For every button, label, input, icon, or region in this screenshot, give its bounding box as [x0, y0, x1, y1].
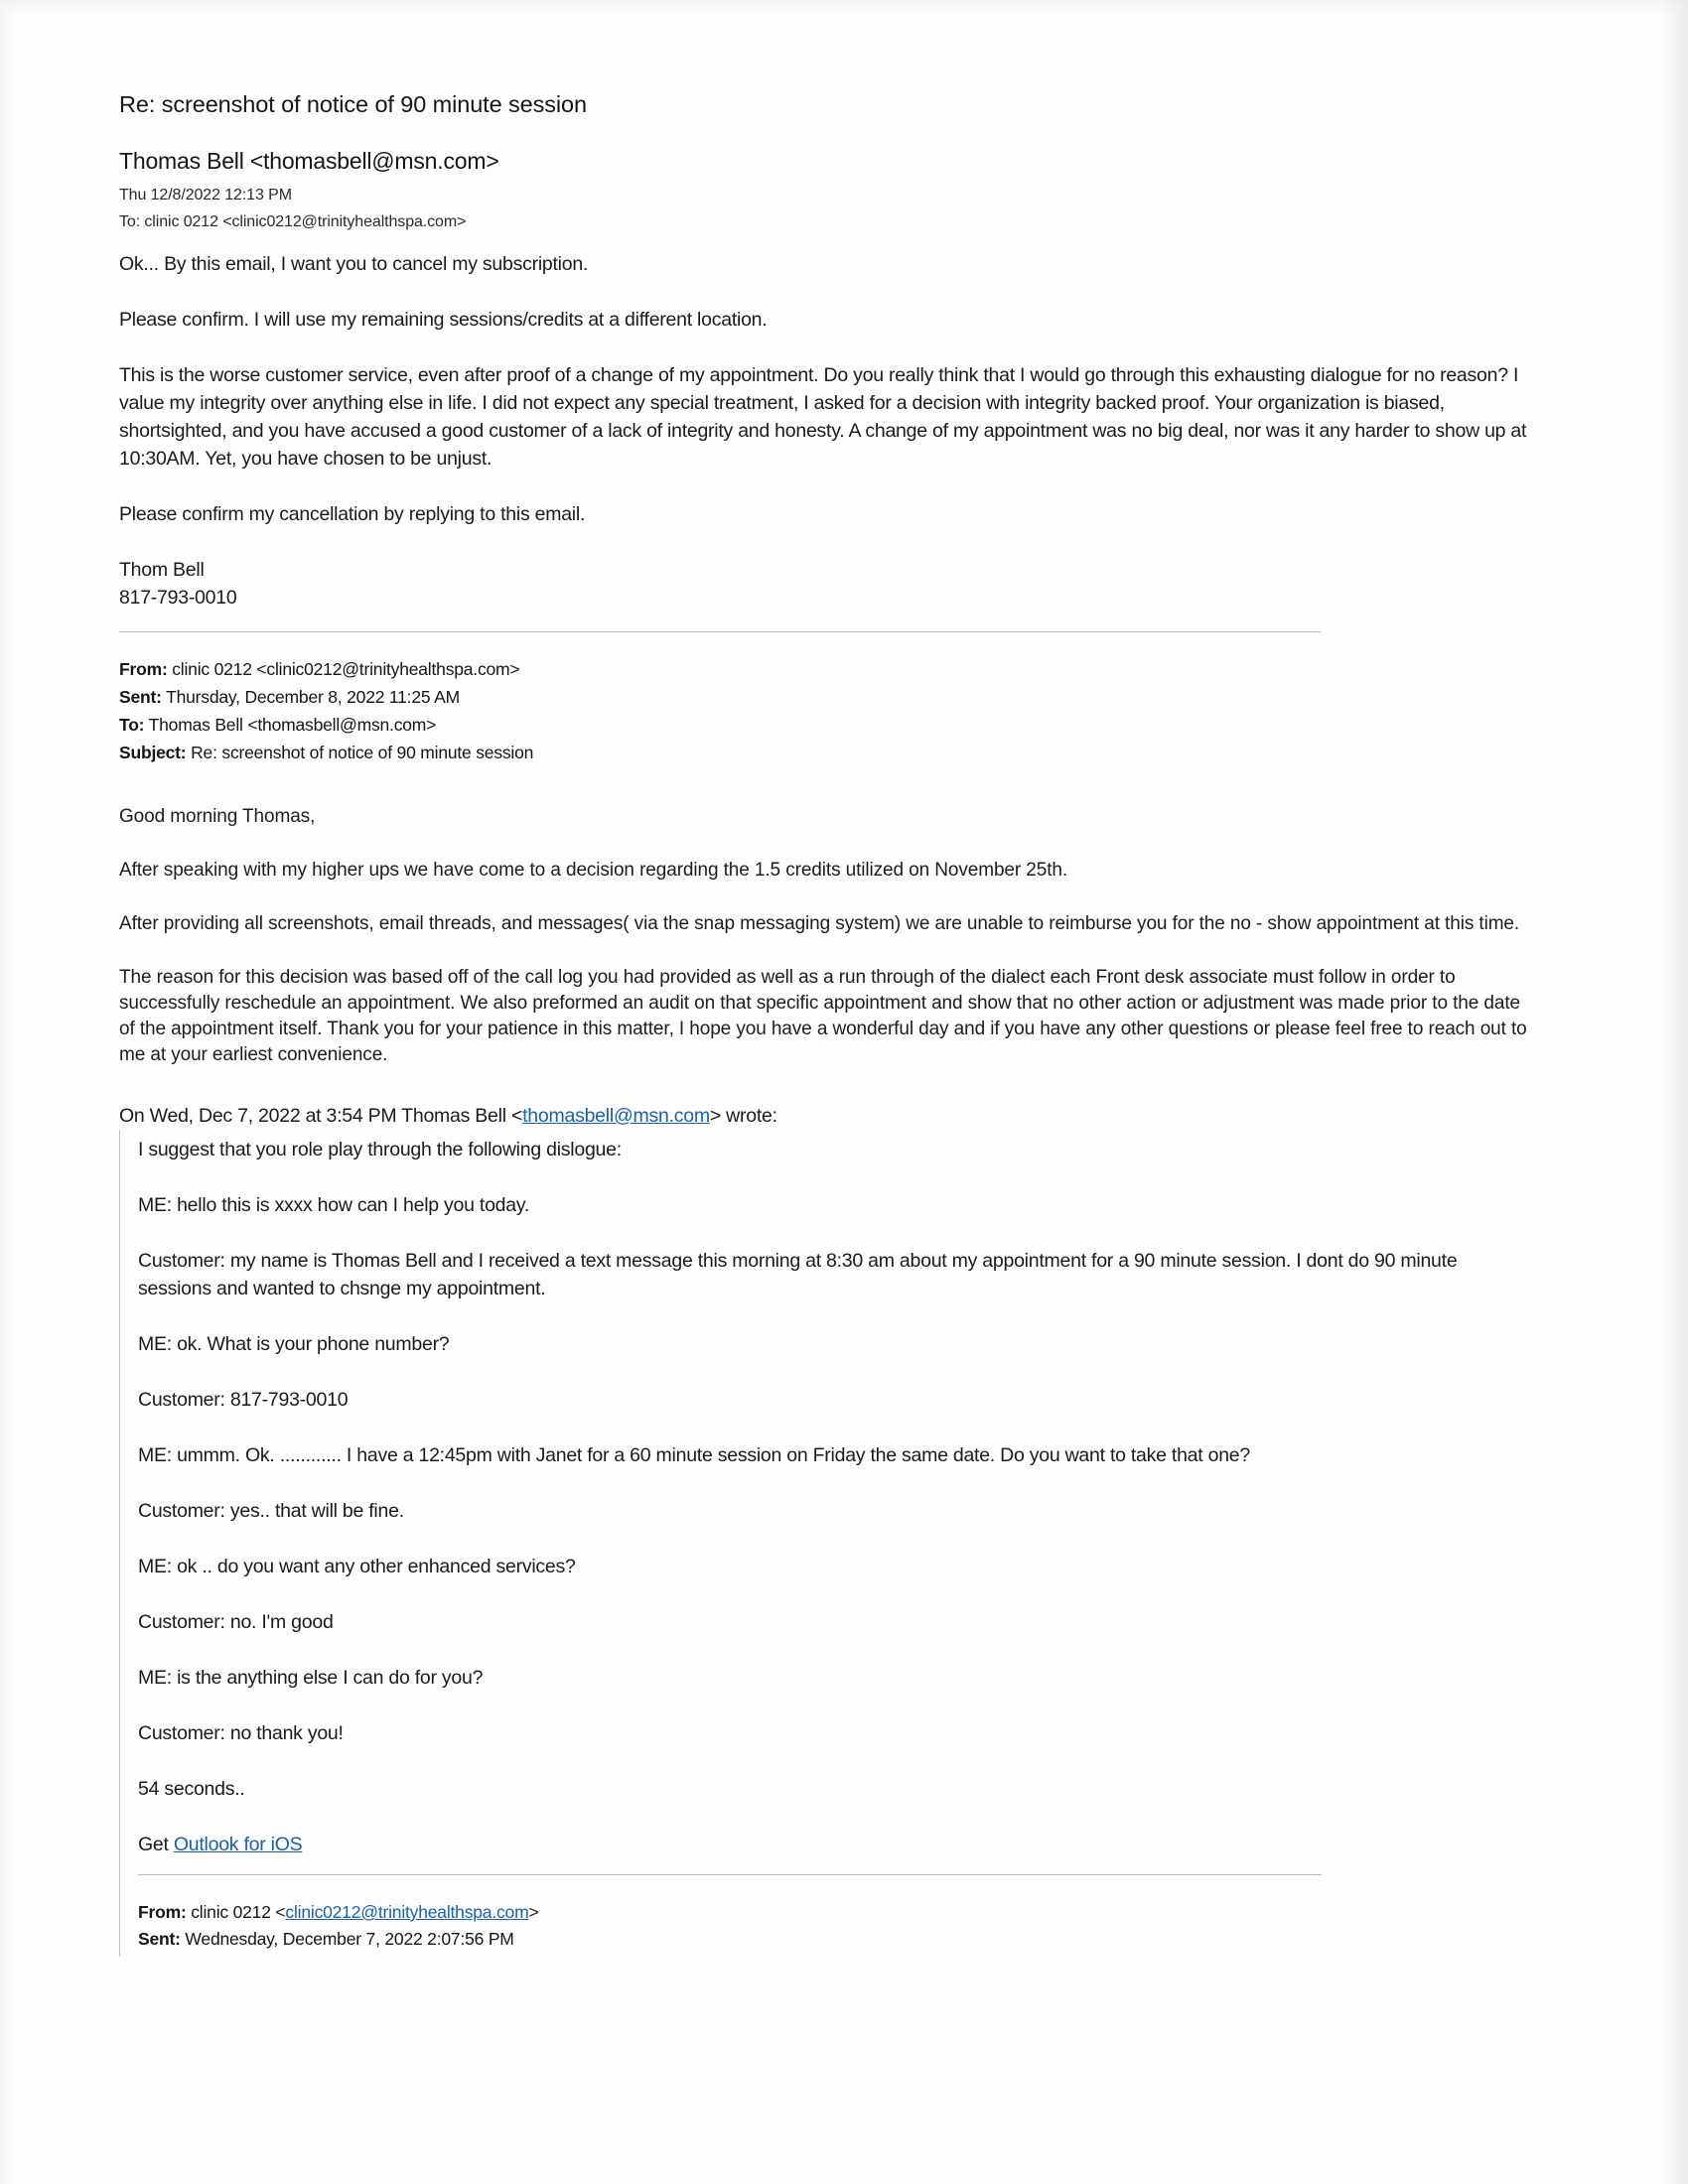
quoted-to-label-1: To: — [119, 715, 145, 735]
quoted-subject-row-1 — [119, 740, 1529, 766]
email-thread-document — [119, 91, 1529, 1957]
body-paragraph-confirm: Please confirm. I will use my remaining sessions/credits at a different location. — [119, 309, 768, 331]
sender-email-link[interactable]: thomasbell@msn.com — [522, 1105, 710, 1127]
get-outlook-prefix: Get — [138, 1834, 174, 1855]
quoted-sent-label-2: Sent: — [138, 1929, 181, 1949]
dialogue-line: Customer: 817-793-0010 — [138, 1389, 349, 1411]
scan-edge-shading-left — [0, 0, 18, 2184]
reply-paragraph-reimbursement: After providing all screenshots, email threads, and messages( via the snap messaging system) we are unable to reimburse you for the no - show appointment at this time. — [119, 913, 1520, 934]
quoted-dialogue-block — [119, 1130, 1529, 1957]
reply-paragraph-reason: The reason for this decision was based off of the call log you had provided as well as a run through of the dialect each Front desk associate must follow in order to successfully reschedule an appointment. We also preformed an audit on that specific appointment and show that no other action or adjustment was made prior to the date of the appointment itself. Thank you for your patience in this matter, I hope you have a wonderful day and if you have any other questions or please feel free to reach out to me at your earliest convenience. — [119, 967, 1527, 1065]
scan-edge-shading-top — [0, 0, 1688, 14]
quoted-subject-label-1: Subject: — [119, 743, 187, 762]
dialogue-intro: I suggest that you role play through the following dislogue: — [138, 1139, 622, 1160]
reply-paragraph-decision: After speaking with my higher ups we have come to a decision regarding the 1.5 credits utilized on November 25th. — [119, 860, 1068, 881]
quoted-sent-row-1 — [119, 684, 1529, 711]
body-paragraph-complaint: This is the worse customer service, even after proof of a change of my appointment. Do you really think that I would go through this exhausting dialogue for no reason? I value my integrity over anything else in life. I did not expect any special treatment, I asked for a decision with integrity backed proof. Your organization is biased, shortsighted, and you have accused a good customer of a lack of integrity and honesty. A change of my appointment was no big deal, nor was it any harder to show up at 10:30AM. Yet, you have chosen to be unjust. — [119, 364, 1527, 470]
get-outlook-line — [138, 1831, 1529, 1858]
quoted-email-header-2 — [138, 1899, 1529, 1953]
dialogue-line: ME: ok .. do you want any other enhanced services? — [138, 1556, 576, 1577]
quoted-from-value-pre-2: clinic 0212 < — [186, 1902, 286, 1922]
dialogue-line: ME: ok. What is your phone number? — [138, 1333, 450, 1355]
dialogue-line: Customer: yes.. that will be fine. — [138, 1500, 404, 1522]
reply-greeting: Good morning Thomas, — [119, 806, 316, 827]
dialogue-line: Customer: no. I'm good — [138, 1611, 334, 1633]
quoted-sent-value-2: Wednesday, December 7, 2022 2:07:56 PM — [180, 1929, 514, 1949]
email-subject: Re: screenshot of notice of 90 minute session — [119, 91, 587, 117]
quoted-from-label-1: From: — [119, 659, 168, 679]
quoted-from-row-1 — [119, 656, 1529, 683]
thread-divider-2 — [138, 1874, 1322, 1875]
quoted-sent-row-2 — [138, 1926, 1529, 1953]
scan-edge-shading-right — [1662, 0, 1688, 2184]
quoted-from-value-post-2: > — [528, 1902, 539, 1922]
quote-attribution-line — [119, 1102, 1529, 1130]
quoted-from-label-2: From: — [138, 1902, 187, 1922]
quoted-email-header-1 — [119, 656, 1529, 766]
quoted-from-value-1: clinic 0212 <clinic0212@trinityhealthspa.com> — [167, 659, 520, 679]
dialogue-line: Customer: my name is Thomas Bell and I received a text message this morning at 8:30 am about my appointment for a 90 minute session. I dont do 90 minute sessions and wanted to chsnge my appointment. — [138, 1250, 1458, 1299]
quoted-subject-value-1: Re: screenshot of notice of 90 minute session — [186, 743, 534, 762]
email-sender: Thomas Bell <thomasbell@msn.com> — [119, 148, 499, 174]
email-recipient: To: clinic 0212 <clinic0212@trinityhealthspa.com> — [119, 213, 467, 230]
email-sent-timestamp: Thu 12/8/2022 12:13 PM — [119, 187, 292, 204]
quoted-sent-label-1: Sent: — [119, 687, 162, 707]
clinic-email-link[interactable]: clinic0212@trinityhealthspa.com — [285, 1902, 529, 1922]
dialogue-line: ME: is the anything else I can do for you? — [138, 1667, 484, 1689]
signature-block — [119, 556, 1529, 612]
outlook-for-ios-link[interactable]: Outlook for iOS — [173, 1834, 303, 1855]
dialogue-line: Customer: no thank you! — [138, 1722, 344, 1744]
thread-divider-1 — [119, 631, 1321, 632]
body-paragraph-cancel: Ok... By this email, I want you to cancel my subscription. — [119, 253, 589, 275]
quoted-to-value-1: Thomas Bell <thomasbell@msn.com> — [144, 715, 437, 735]
quoted-sent-value-1: Thursday, December 8, 2022 11:25 AM — [161, 687, 460, 707]
signature-name: Thom Bell — [119, 559, 205, 581]
attribution-prefix: On Wed, Dec 7, 2022 at 3:54 PM Thomas Bell < — [119, 1105, 523, 1127]
dialogue-line: ME: ummm. Ok. ............ I have a 12:45pm with Janet for a 60 minute session on Friday the same date. Do you want to take that one? — [138, 1444, 1250, 1466]
email-header — [119, 91, 1529, 231]
attribution-suffix: > wrote: — [709, 1105, 777, 1127]
signature-phone: 817-793-0010 — [119, 587, 237, 609]
dialogue-line: 54 seconds.. — [138, 1778, 245, 1800]
quoted-to-row-1 — [119, 712, 1529, 739]
email-body-clinic-reply — [119, 804, 1529, 1068]
email-body-latest — [119, 250, 1529, 612]
quoted-from-row-2 — [138, 1899, 1529, 1926]
body-paragraph-confirm-cancellation: Please confirm my cancellation by replying to this email. — [119, 503, 586, 525]
dialogue-line: ME: hello this is xxxx how can I help you today. — [138, 1194, 530, 1216]
